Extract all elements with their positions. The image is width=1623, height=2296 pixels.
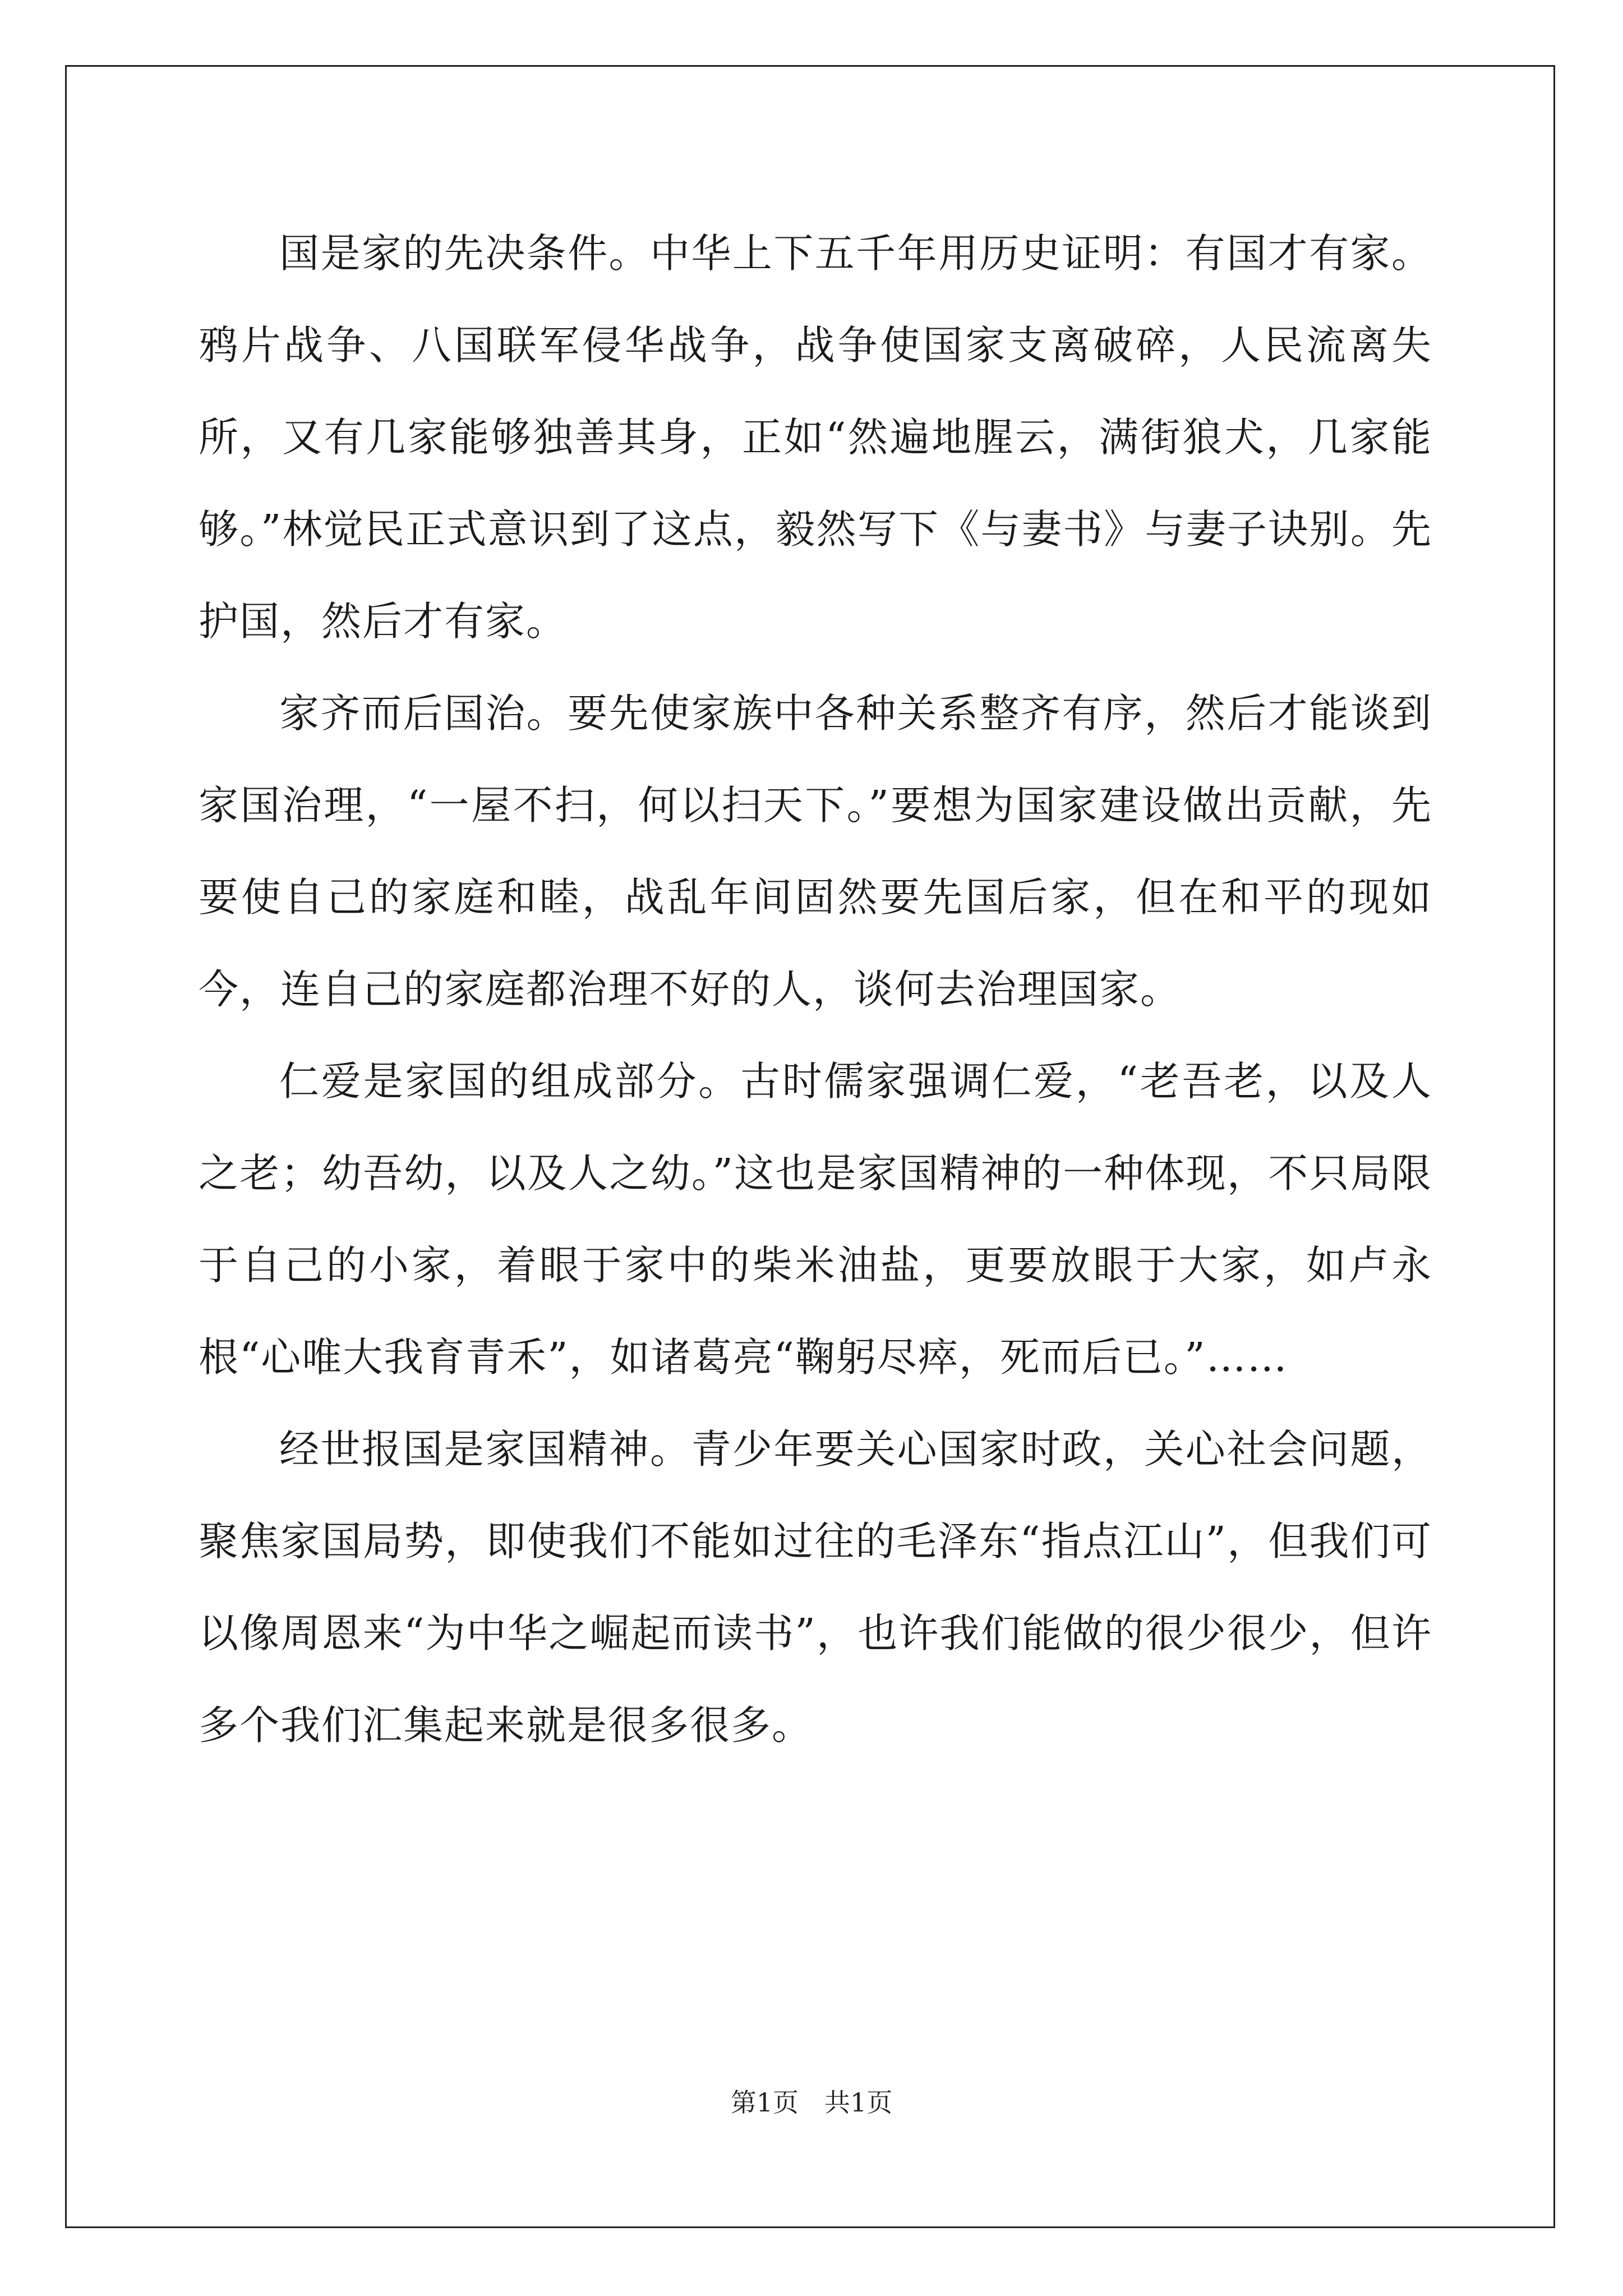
paragraph: 仁爱是家国的组成部分。古时儒家强调仁爱，“老吾老，以及人之老；幼吾幼，以及人之幼。”这也是家国精神的一种体现，不只局限于自己的小家，着眼于家中的柴米油盐，更要放眼于大家，如卢永根“心唯大我育青禾”，如诸葛亮“鞠躬尽瘁，死而后已。”…… — [199, 1058, 1432, 1381]
paragraph: 国是家的先决条件。中华上下五千年用历史证明：有国才有家。鸦片战争、八国联军侵华战争，战争使国家支离破碎，人民流离失所，又有几家能够独善其身，正如“然遍地腥云，满街狼犬，几家能够。”林觉民正式意识到了这点，毅然写下《与妻书》与妻子诀别。先护国，然后才有家。 — [199, 230, 1432, 645]
page-number-footer: 第1页 共1页 — [730, 2087, 893, 2118]
document-body — [199, 208, 1432, 1772]
paragraph: 家齐而后国治。要先使家族中各种关系整齐有序，然后才能谈到家国治理，“一屋不扫，何以扫天下。”要想为国家建设做出贡献，先要使自己的家庭和睦，战乱年间固然要先国后家，但在和平的现如今，连自己的家庭都治理不好的人，谈何去治理国家。 — [199, 690, 1432, 1013]
paragraph: 经世报国是家国精神。青少年要关心国家时政，关心社会问题，聚焦家国局势，即使我们不能如过往的毛泽东“指点江山”，但我们可以像周恩来“为中华之崛起而读书”，也许我们能做的很少很少，但许多个我们汇集起来就是很多很多。 — [199, 1426, 1432, 1749]
